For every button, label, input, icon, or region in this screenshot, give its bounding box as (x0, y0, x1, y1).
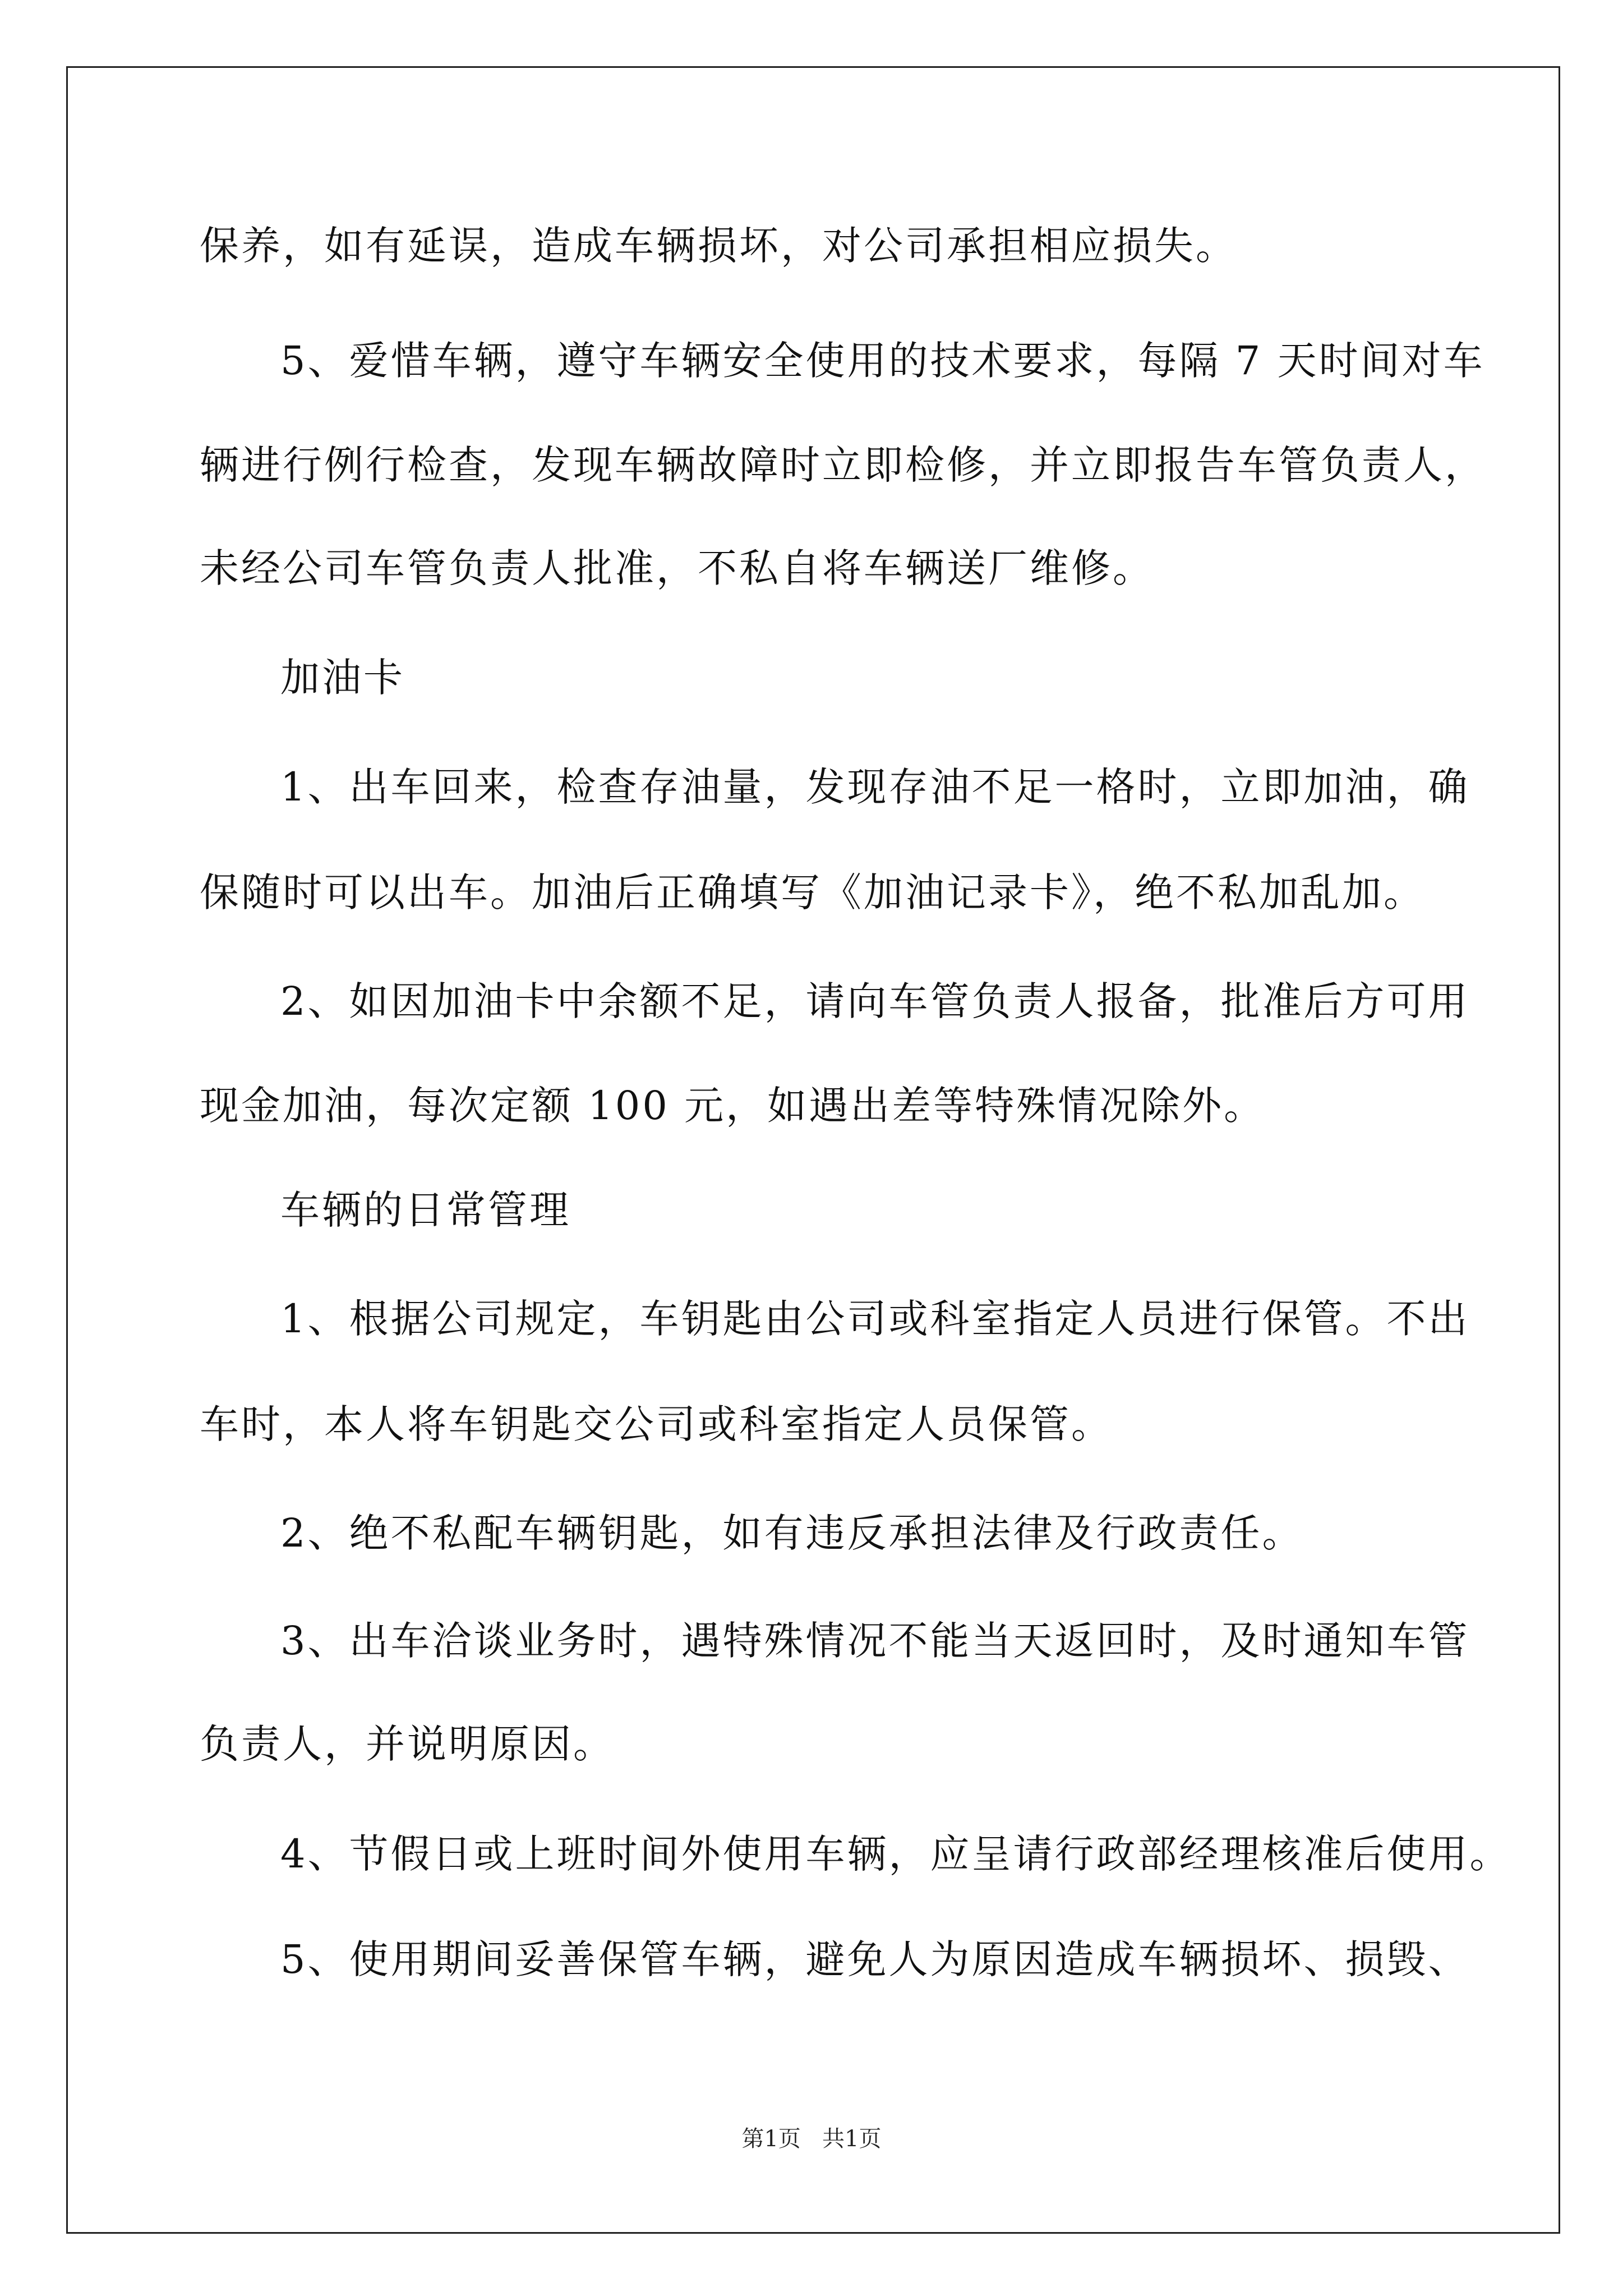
text-line-13: 2、绝不私配车辆钥匙，如有违反承担法律及行政责任。 (280, 1510, 1304, 1556)
section-heading-daily-management: 车辆的日常管理 (280, 1187, 571, 1233)
text-line-3: 辆进行例行检查，发现车辆故障时立即检修，并立即报告车管负责人， (200, 442, 1486, 488)
page-number-footer: 第1页 共1页 (741, 2126, 882, 2152)
text-line-2: 5、爱惜车辆，遵守车辆安全使用的技术要求，每隔 7 天时间对车 (280, 338, 1485, 384)
text-line-11: 1、根据公司规定，车钥匙由公司或科室指定人员进行保管。不出 (280, 1296, 1470, 1342)
text-line-1: 保养，如有延误，造成车辆损坏，对公司承担相应损失。 (200, 223, 1237, 269)
text-line-4: 未经公司车管负责人批准，不私自将车辆送厂维修。 (200, 545, 1154, 591)
section-heading-fuel-card: 加油卡 (280, 655, 405, 701)
text-line-16: 4、节假日或上班时间外使用车辆，应呈请行政部经理核准后使用。 (280, 1831, 1511, 1877)
page-border (66, 66, 1560, 2234)
text-line-7: 保随时可以出车。加油后正确填写《加油记录卡》，绝不私加乱加。 (200, 869, 1425, 915)
text-line-12: 车时，本人将车钥匙交公司或科室指定人员保管。 (200, 1401, 1113, 1447)
text-line-6: 1、出车回来，检查存油量，发现存油不足一格时，立即加油，确 (280, 764, 1470, 810)
text-line-9: 现金加油，每次定额 100 元，如遇出差等特殊情况除外。 (200, 1083, 1266, 1129)
text-line-15: 负责人，并说明原因。 (200, 1721, 615, 1767)
text-line-17: 5、使用期间妥善保管车辆，避免人为原因造成车辆损坏、损毁、 (280, 1936, 1470, 1982)
text-line-8: 2、如因加油卡中余额不足，请向车管负责人报备，批准后方可用 (280, 978, 1470, 1024)
text-line-14: 3、出车洽谈业务时，遇特殊情况不能当天返回时，及时通知车管 (280, 1618, 1470, 1664)
